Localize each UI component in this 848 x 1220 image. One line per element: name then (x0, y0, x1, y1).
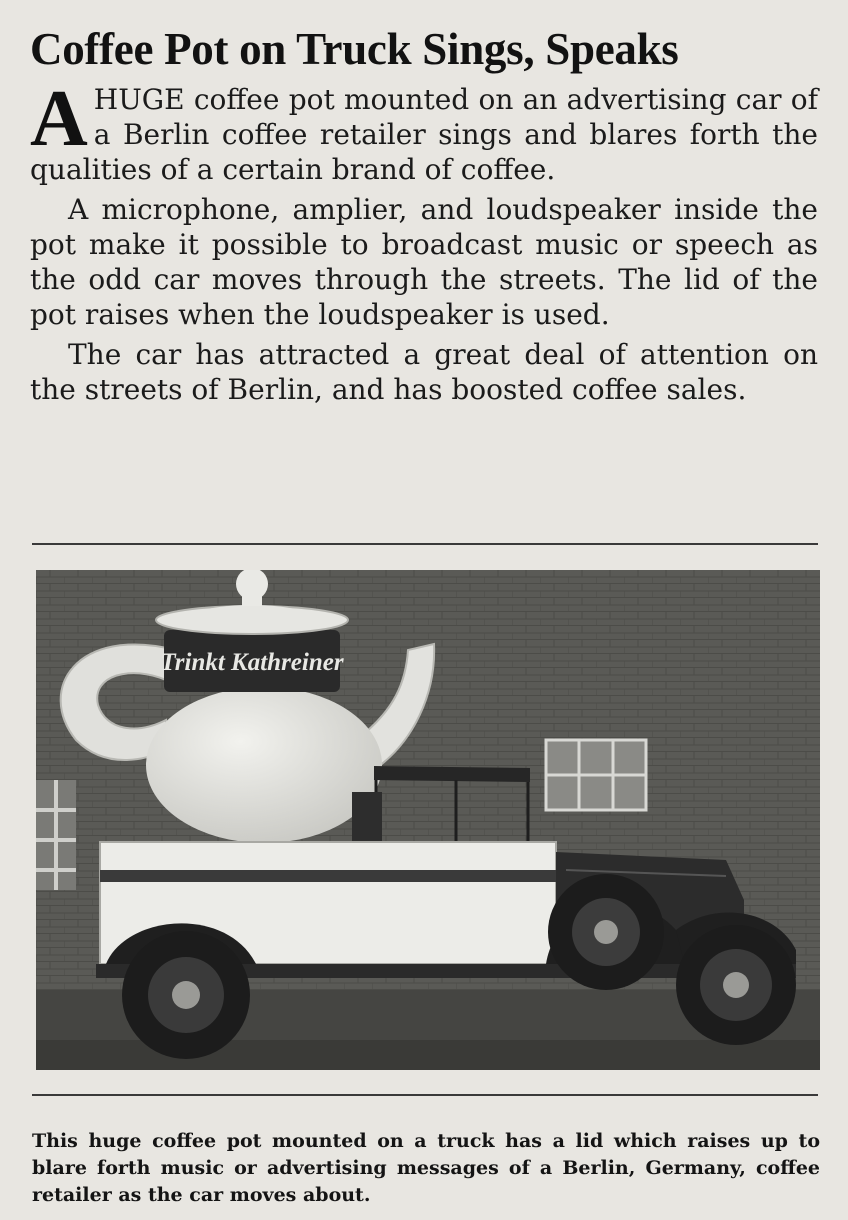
cab-roof (374, 766, 530, 782)
pot-lettering: Trinkt Kathreiner (160, 649, 344, 676)
headline: Coffee Pot on Truck Sings, Speaks (30, 24, 679, 74)
spare-wheel (548, 874, 664, 990)
paragraph-1 (30, 75, 818, 187)
article-body (30, 75, 818, 407)
divider-top (32, 543, 818, 545)
truck-illustration (36, 570, 820, 1070)
paragraph-1-text: HUGE coffee pot mounted on an advertising car of a Berlin coffee retailer sings and blares forth the qualities of a certain brand of coffee. (30, 83, 818, 186)
paragraph-2: A microphone, amplier, and loudspeaker inside the pot make it possible to broadcast music or speech as the odd car moves through the streets. The lid of the pot raises when the loudspeaker is used. (30, 193, 818, 331)
window-left (36, 780, 76, 890)
rear-wheel (122, 931, 250, 1059)
front-wheel (676, 925, 796, 1045)
pot-body (146, 687, 382, 843)
paragraph-3: The car has attracted a great deal of attention on the streets of Berlin, and has boosted coffee sales. (30, 338, 818, 406)
photo-caption: This huge coffee pot mounted on a truck has a lid which raises up to blare forth music or advertising messages of a Berlin, Germany, coffee retailer as the car moves about. (32, 1130, 820, 1206)
truck-photo (36, 570, 820, 1070)
drop-cap: A (30, 75, 88, 163)
body-stripe (100, 870, 556, 882)
window (546, 740, 646, 810)
divider-bottom (32, 1094, 818, 1096)
